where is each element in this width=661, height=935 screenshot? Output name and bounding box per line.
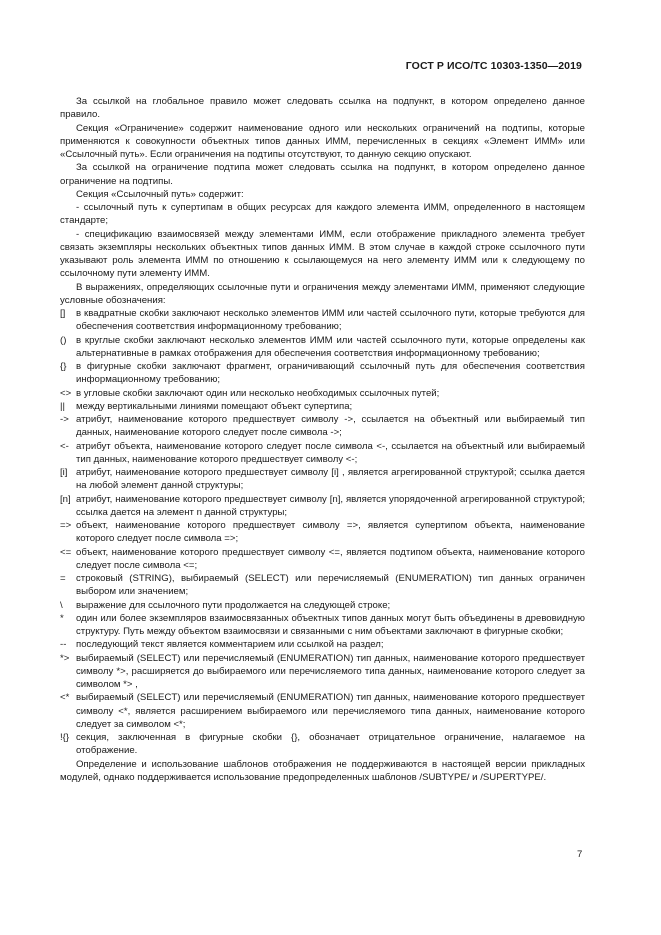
dash-text: ссылочный путь к супертипам в общих ресурсах для каждого элемента ИММ, определенного в настоящем стандарте; — [60, 202, 585, 227]
notation-item-extension-of — [60, 691, 585, 731]
notation-item-forward-reference — [60, 413, 585, 440]
paragraph-global-rule: За ссылкой на глобальное правило может следовать ссылка на подпункт, в котором определено данное правило. — [60, 96, 585, 121]
notation-description: атрибут объекта, наименование которого следует после символа <-, ссылается на объектный или выбираемый тип данных, наименование которого предшествует символу <-; — [76, 440, 585, 465]
notation-symbol: = — [60, 573, 66, 584]
notation-item-inverse-reference — [60, 440, 585, 467]
notation-description: объект, наименование которого предшествует символу <=, является подтипом объекта, наименование которого следует после символа <=; — [76, 546, 585, 571]
notation-description: выбираемый (SELECT) или перечисляемый (ENUMERATION) тип данных, наименование которого предшествует символу <*, является расширением выбираемого или перечисляемого типа данных, наименование которого следует за символом <*; — [76, 692, 585, 730]
dash-item-relationship-spec — [60, 228, 585, 281]
notation-description: выражение для ссылочного пути продолжается на следующей строке; — [76, 599, 391, 611]
notation-item-supertype — [60, 519, 585, 546]
notation-symbol: [i] — [60, 467, 68, 478]
notation-symbol: * — [60, 612, 64, 624]
notation-item-subtype — [60, 546, 585, 573]
notation-item-round-brackets — [60, 334, 585, 361]
dash-text: спецификацию взаимосвязей между элементами ИММ, если отображение прикладного элемента требует связать экземпляры нескольких объектных типов данных ИММ. В этом случае в каждой строке ссылочного пути указывают роль элемента ИММ по отношению к ссылающемуся на него элементу ИММ или к следующему по ссылочному пути элементу ИММ. — [60, 228, 585, 280]
notation-description: атрибут, наименование которого предшествует символу [n], является упорядоченной агрегированной структурой; ссылка дается на элемент n данной структуры; — [76, 493, 585, 518]
notation-description: в фигурные скобки заключают фрагмент, ограничивающий ссылочный путь для обеспечения соответствия информационному требованию; — [76, 361, 585, 386]
notation-symbol: <- — [60, 440, 69, 452]
notation-item-negative-constraint — [60, 731, 585, 758]
notation-item-aggregate-any — [60, 466, 585, 493]
notation-symbol: [n] — [60, 493, 71, 505]
notation-symbol: {} — [60, 361, 67, 372]
notation-description: секция, заключенная в фигурные скобки {}, обозначает отрицательное ограничение, налагаемое на отображение. — [76, 732, 585, 757]
notation-symbol: \ — [60, 599, 63, 611]
notation-item-comment — [60, 638, 585, 651]
notation-description: в квадратные скобки заключают несколько элементов ИММ или частей ссылочного пути, которые требуются для обеспечения соответствия информационному требованию; — [76, 308, 585, 333]
page-number: 7 — [577, 849, 583, 860]
paragraph-reference-path: Секция «Ссылочный путь» содержит: — [76, 188, 244, 200]
notation-item-asterisk — [60, 612, 585, 639]
notation-symbol: [] — [60, 308, 66, 319]
notation-description: атрибут, наименование которого предшествует символу [i] , является агрегированной структурой; ссылка дается на любой элемент данной структуры; — [76, 467, 585, 492]
notation-symbol: <* — [60, 692, 70, 704]
standard-header: ГОСТ Р ИСО/ТС 10303-1350—2019 — [405, 60, 582, 72]
notation-description: один или более экземпляров взаимосвязанных объектных типов данных могут быть объединены в древовидную структуру. Путь между объектом взаимосвязи и связанными с ним объектами заключают в фигурные скобки; — [76, 612, 585, 637]
notation-description: строковый (STRING), выбираемый (SELECT) или перечисляемый (ENUMERATION) тип данных ограничен выбором или значением; — [76, 573, 585, 598]
dash-item-supertype-path — [60, 201, 585, 228]
notation-item-square-brackets — [60, 307, 585, 334]
notation-item-angle-brackets — [60, 387, 585, 400]
dash-marker: - — [76, 202, 80, 213]
paragraph-notation-intro: В выражениях, определяющих ссылочные пути и ограничения между элементами ИММ, применяют следующие условные обозначения: — [60, 281, 585, 306]
notation-description: атрибут, наименование которого предшествует символу ->, ссылается на объектный или выбираемый тип данных, наименование которого следует после символа ->; — [76, 414, 585, 439]
paragraph-templates: Определение и использование шаблонов отображения не поддерживаются в настоящей версии прикладных модулей, однако поддерживается использование предопределенных шаблонов /SUBTYPE/ и /SUPERTYPE/. — [60, 758, 585, 783]
notation-symbol: !{} — [60, 732, 70, 743]
notation-symbol: () — [60, 334, 67, 346]
notation-item-vertical-lines — [60, 400, 585, 413]
notation-description: объект, наименование которого предшествует символу =>, является супертипом объекта, наименование которого следует после символа =>; — [76, 520, 585, 545]
notation-symbol: => — [60, 520, 72, 531]
notation-symbol: -- — [60, 639, 67, 651]
notation-item-aggregate-ordered — [60, 493, 585, 520]
notation-symbol: -> — [60, 414, 69, 425]
notation-symbol: *> — [60, 652, 70, 664]
notation-symbol: || — [60, 400, 65, 412]
page-content — [60, 95, 585, 784]
notation-item-continuation — [60, 599, 585, 612]
notation-description: в угловые скобки заключают один или несколько необходимых ссылочных путей; — [76, 387, 440, 399]
notation-symbol: <= — [60, 546, 72, 558]
notation-item-extends — [60, 652, 585, 692]
notation-description: между вертикальными линиями помещают объект супертипа; — [76, 400, 353, 412]
paragraph-subtype-constraint: За ссылкой на ограничение подтипа может следовать ссылка на подпункт, в котором определено данное ограничение на подтипы. — [60, 162, 585, 187]
notation-item-equals — [60, 572, 585, 599]
notation-item-curly-brackets — [60, 360, 585, 387]
notation-description: последующий текст является комментарием или ссылкой на раздел; — [76, 639, 384, 651]
notation-description: выбираемый (SELECT) или перечисляемый (ENUMERATION) тип данных, наименование которого предшествует символу *>, расширяется до выбираемого или перечисляемого типа данных, наименование которого следует за символом *> , — [76, 652, 585, 690]
notation-list — [60, 307, 585, 758]
paragraph-constraint-section: Секция «Ограничение» содержит наименование одного или нескольких ограничений на подтипы, которые применяются к совокупности объектных типов данных ИММ, перечисленных в секциях «Элемент ИММ» или «Cсылочный путь». Если ограничения на подтипы отсутствуют, то данную секцию опускают. — [60, 122, 585, 160]
notation-symbol: <> — [60, 387, 72, 399]
dash-marker: - — [76, 228, 80, 240]
notation-description: в круглые скобки заключают несколько элементов ИММ или частей ссылочного пути, которые определены как альтернативные в рамках отображения для обеспечения соответствия информационному требованию; — [76, 334, 585, 359]
